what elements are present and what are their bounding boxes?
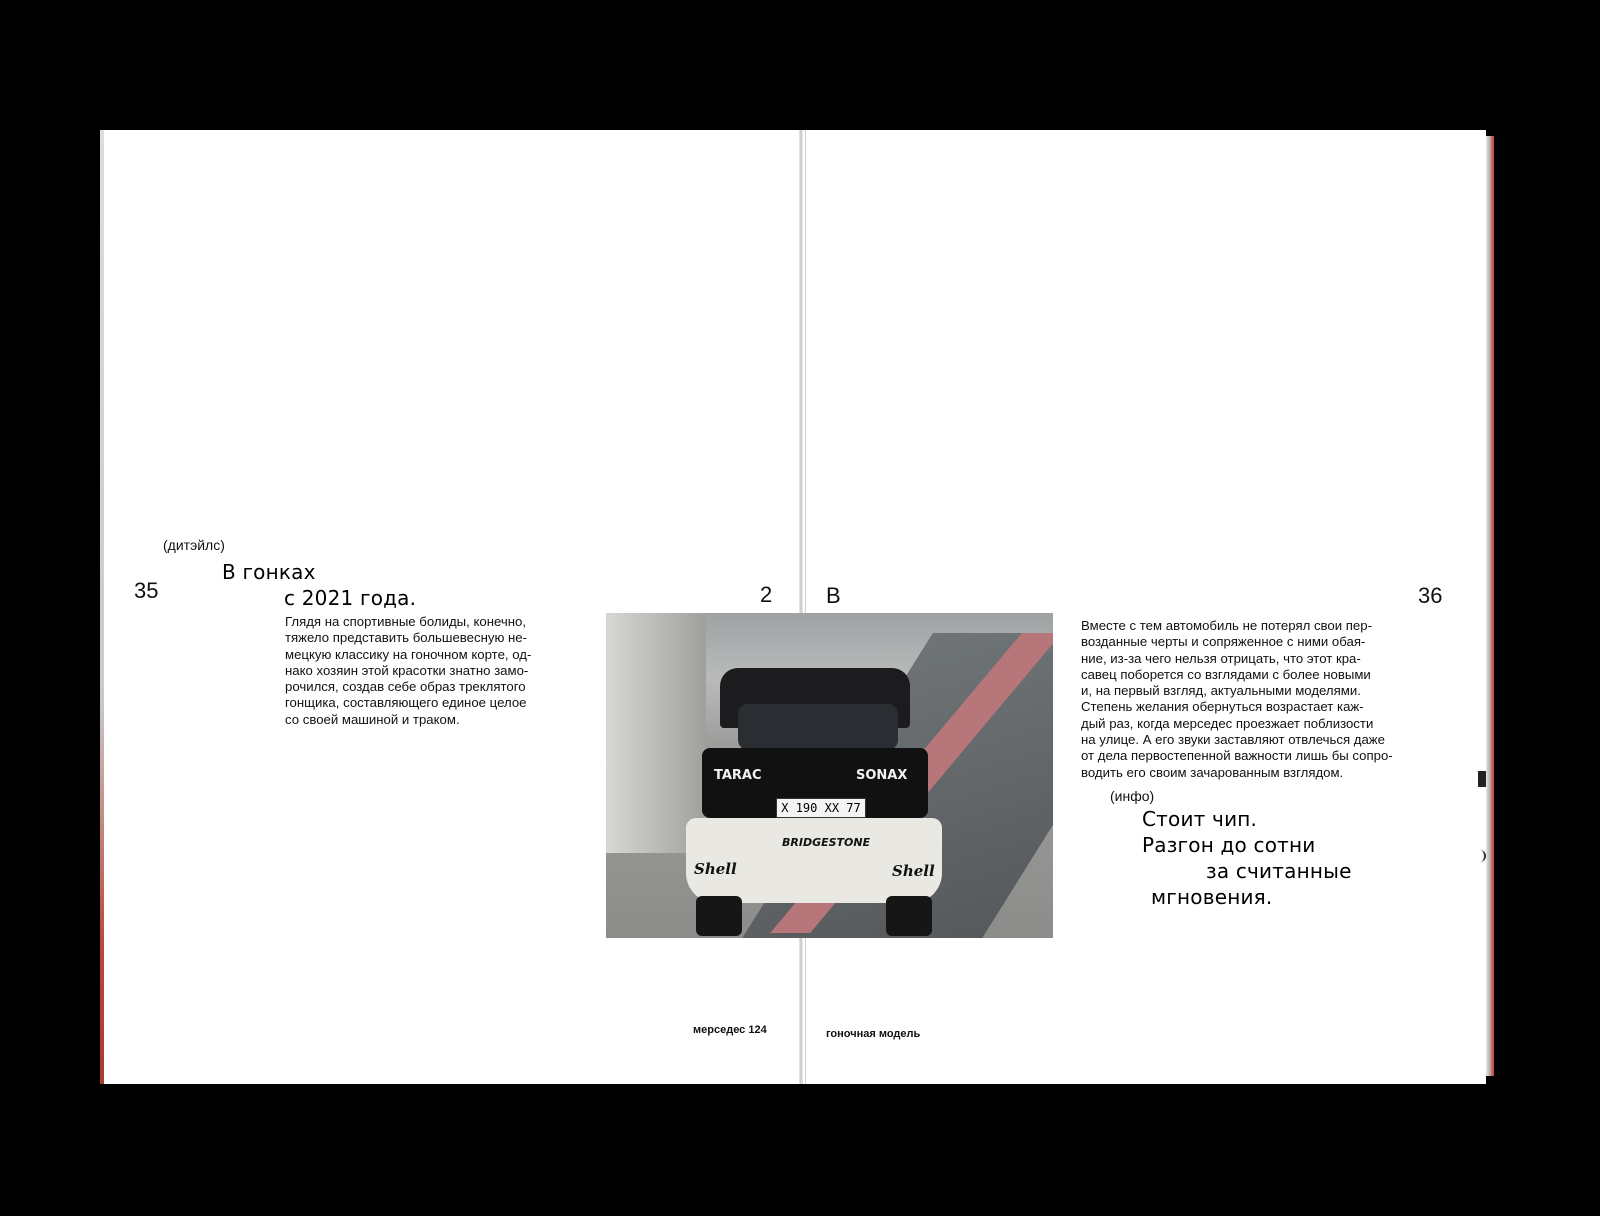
gutter-line xyxy=(805,130,806,1084)
tire xyxy=(886,896,932,936)
bookmark-tab xyxy=(1478,771,1486,787)
tire xyxy=(696,896,742,936)
gutter xyxy=(799,130,803,1084)
quote-line: Разгон до сотни xyxy=(1142,833,1316,857)
left-page-number: 35 xyxy=(134,578,159,603)
quote-line: Стоит чип. xyxy=(1142,807,1258,831)
right-body-line: возданные черты и сопряженное с ними обая- xyxy=(1081,634,1366,650)
right-body xyxy=(1081,618,1441,781)
car-rear-window xyxy=(738,704,898,750)
sponsor-logo: TARAC xyxy=(714,768,762,783)
right-kicker: (инфо) xyxy=(1110,788,1155,804)
left-body-line: тяжело представить большевесную не- xyxy=(285,630,528,646)
right-footer: гоночная модель xyxy=(826,1028,921,1040)
photo-index-left: 2 xyxy=(760,582,773,607)
car xyxy=(672,668,952,938)
left-headline-line1: В гонках xyxy=(222,560,316,584)
quote-line: мгновения. xyxy=(1151,885,1273,909)
left-body-line: гонщика, составляющего единое целое xyxy=(285,695,527,711)
left-body xyxy=(285,614,585,728)
left-page xyxy=(104,130,802,1084)
left-body-line: нако хозяин этой красотки знатно замо- xyxy=(285,662,529,678)
left-body-line: Глядя на спортивные болиды, конечно, xyxy=(285,614,527,629)
page-edge xyxy=(1486,136,1494,1076)
right-body-line: дый раз, когда мерседес проезжает поблизости xyxy=(1081,715,1374,731)
right-body-line: Степень желания обернуться возрастает каж- xyxy=(1081,699,1364,715)
quote-line: за считанные xyxy=(1206,859,1352,883)
right-body-line: на улице. А его звуки заставляют отвлечься даже xyxy=(1081,732,1385,748)
race-car-photo-icon xyxy=(606,613,1053,938)
left-kicker: (дитэйлс) xyxy=(163,537,225,553)
right-body-line: Вместе с тем автомобиль не потерял свои пер- xyxy=(1081,618,1372,633)
left-body-line: рочился, создав себе образ треклятого xyxy=(285,679,526,695)
right-body-line: савец поборется со взглядами с более новыми xyxy=(1081,666,1371,682)
right-page-number: 36 xyxy=(1418,583,1443,608)
right-page xyxy=(800,130,1486,1084)
right-body-line: от дела первостепенной важности лишь бы сопро- xyxy=(1081,748,1393,764)
sponsor-logo: Shell xyxy=(694,860,737,878)
sponsor-logo: SONAX xyxy=(856,768,908,783)
sponsor-logo: Shell xyxy=(892,862,935,880)
left-body-line: мецкую классику на гоночном корте, од- xyxy=(285,646,532,662)
sponsor-logo: BRIDGESTONE xyxy=(782,836,871,849)
left-footer: мерседес 124 xyxy=(693,1024,767,1036)
right-body-line: ние, из-за чего нельзя отрицать, что этот кра- xyxy=(1081,650,1361,666)
left-body-line: со своей машиной и траком. xyxy=(285,711,460,727)
left-headline-line2: с 2021 года. xyxy=(284,586,417,610)
photo-index-right: В xyxy=(826,583,841,608)
right-body-line: и, на первый взгляд, актуальными моделями. xyxy=(1081,683,1361,699)
right-body-line: водить его своим зачарованным взглядом. xyxy=(1081,764,1344,780)
license-plate: X 190 XX 77 xyxy=(776,798,866,818)
